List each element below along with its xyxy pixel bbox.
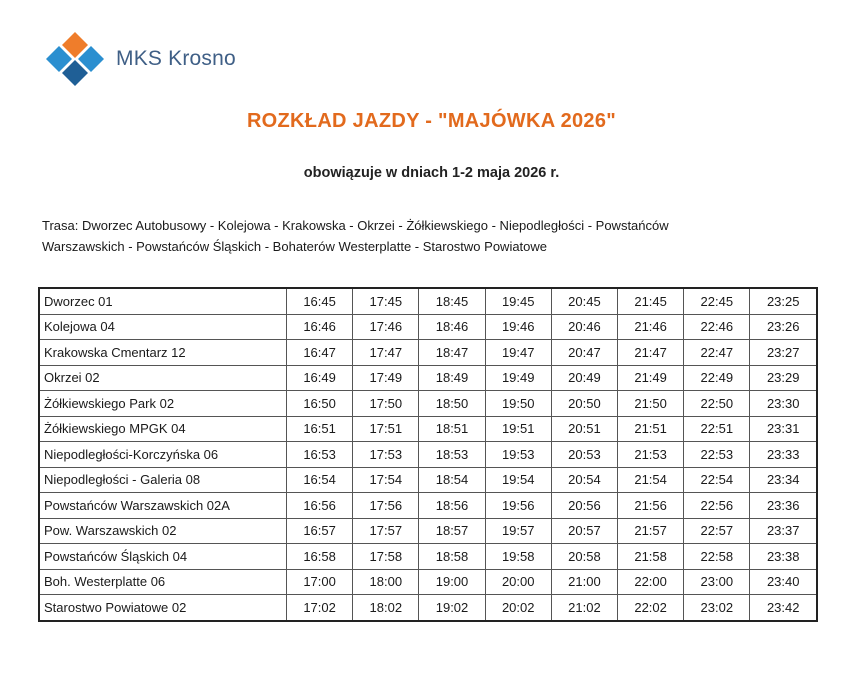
stop-name-cell: Okrzei 02 (39, 365, 287, 391)
departure-time-cell: 23:42 (750, 595, 817, 621)
stop-name-cell: Żółkiewskiego MPGK 04 (39, 416, 287, 442)
departure-time-cell: 20:58 (551, 544, 617, 570)
departure-time-cell: 19:57 (485, 518, 551, 544)
stop-name-cell: Starostwo Powiatowe 02 (39, 595, 287, 621)
departure-time-cell: 17:49 (353, 365, 419, 391)
departure-time-cell: 20:00 (485, 569, 551, 595)
table-row (39, 391, 817, 417)
departure-time-cell: 19:49 (485, 365, 551, 391)
departure-time-cell: 23:00 (684, 569, 750, 595)
table-row (39, 544, 817, 570)
departure-time-cell: 22:47 (684, 340, 750, 366)
departure-time-cell: 17:50 (353, 391, 419, 417)
departure-time-cell: 23:31 (750, 416, 817, 442)
departure-time-cell: 18:50 (419, 391, 485, 417)
route-description (42, 215, 802, 257)
departure-time-cell: 17:47 (353, 340, 419, 366)
stop-name-cell: Powstańców Śląskich 04 (39, 544, 287, 570)
departure-time-cell: 23:25 (750, 288, 817, 314)
departure-time-cell: 21:02 (551, 595, 617, 621)
departure-time-cell: 21:51 (618, 416, 684, 442)
departure-time-cell: 16:50 (287, 391, 353, 417)
departure-time-cell: 19:58 (485, 544, 551, 570)
validity-subtitle: obowiązuje w dniach 1-2 maja 2026 r. (303, 165, 560, 181)
departure-time-cell: 18:02 (353, 595, 419, 621)
departure-time-cell: 18:46 (419, 314, 485, 340)
departure-time-cell: 17:00 (287, 569, 353, 595)
mks-logo-icon (44, 30, 106, 88)
logo-text: MKS Krosno (116, 47, 236, 70)
departure-time-cell: 23:26 (750, 314, 817, 340)
departure-time-cell: 23:34 (750, 467, 817, 493)
departure-time-cell: 22:45 (684, 288, 750, 314)
departure-time-cell: 18:51 (419, 416, 485, 442)
departure-time-cell: 22:56 (684, 493, 750, 519)
table-row (39, 493, 817, 519)
departure-time-cell: 20:02 (485, 595, 551, 621)
departure-time-cell: 16:53 (287, 442, 353, 468)
departure-time-cell: 20:45 (551, 288, 617, 314)
departure-time-cell: 18:57 (419, 518, 485, 544)
departure-time-cell: 22:58 (684, 544, 750, 570)
table-row (39, 595, 817, 621)
departure-time-cell: 20:54 (551, 467, 617, 493)
departure-time-cell: 20:47 (551, 340, 617, 366)
departure-time-cell: 16:56 (287, 493, 353, 519)
timetable (38, 287, 818, 622)
departure-time-cell: 21:49 (618, 365, 684, 391)
departure-time-cell: 16:54 (287, 467, 353, 493)
stop-name-cell: Żółkiewskiego Park 02 (39, 391, 287, 417)
timetable-body (39, 288, 817, 621)
departure-time-cell: 19:46 (485, 314, 551, 340)
table-row (39, 288, 817, 314)
page-title: ROZKŁAD JAZDY - "MAJÓWKA 2026" (246, 110, 617, 132)
departure-time-cell: 20:57 (551, 518, 617, 544)
departure-time-cell: 16:47 (287, 340, 353, 366)
departure-time-cell: 18:53 (419, 442, 485, 468)
departure-time-cell: 17:54 (353, 467, 419, 493)
departure-time-cell: 20:50 (551, 391, 617, 417)
departure-time-cell: 19:47 (485, 340, 551, 366)
stop-name-cell: Krakowska Cmentarz 12 (39, 340, 287, 366)
departure-time-cell: 23:33 (750, 442, 817, 468)
table-row (39, 518, 817, 544)
departure-time-cell: 22:53 (684, 442, 750, 468)
stop-name-cell: Kolejowa 04 (39, 314, 287, 340)
departure-time-cell: 19:50 (485, 391, 551, 417)
departure-time-cell: 19:53 (485, 442, 551, 468)
departure-time-cell: 17:02 (287, 595, 353, 621)
route-line-2: Warszawskich - Powstańców Śląskich - Bohaterów Westerplatte - Starostwo Powiatowe (42, 239, 548, 254)
departure-time-cell: 20:53 (551, 442, 617, 468)
stop-name-cell: Pow. Warszawskich 02 (39, 518, 287, 544)
departure-time-cell: 21:54 (618, 467, 684, 493)
departure-time-cell: 17:46 (353, 314, 419, 340)
logo (44, 30, 236, 88)
departure-time-cell: 22:50 (684, 391, 750, 417)
departure-time-cell: 23:02 (684, 595, 750, 621)
departure-time-cell: 23:38 (750, 544, 817, 570)
departure-time-cell: 23:29 (750, 365, 817, 391)
stop-name-cell: Niepodległości - Galeria 08 (39, 467, 287, 493)
departure-time-cell: 19:54 (485, 467, 551, 493)
departure-time-cell: 21:46 (618, 314, 684, 340)
departure-time-cell: 21:50 (618, 391, 684, 417)
departure-time-cell: 23:36 (750, 493, 817, 519)
departure-time-cell: 22:54 (684, 467, 750, 493)
departure-time-cell: 22:57 (684, 518, 750, 544)
departure-time-cell: 17:53 (353, 442, 419, 468)
departure-time-cell: 20:46 (551, 314, 617, 340)
departure-time-cell: 23:30 (750, 391, 817, 417)
departure-time-cell: 21:47 (618, 340, 684, 366)
departure-time-cell: 18:58 (419, 544, 485, 570)
departure-time-cell: 21:56 (618, 493, 684, 519)
departure-time-cell: 19:02 (419, 595, 485, 621)
departure-time-cell: 18:47 (419, 340, 485, 366)
table-row (39, 365, 817, 391)
departure-time-cell: 17:58 (353, 544, 419, 570)
departure-time-cell: 17:45 (353, 288, 419, 314)
table-row (39, 416, 817, 442)
departure-time-cell: 22:51 (684, 416, 750, 442)
route-line-1: Trasa: Dworzec Autobusowy - Kolejowa - Krakowska - Okrzei - Żółkiewskiego - Niepodległości - Powstańców (42, 218, 669, 233)
departure-time-cell: 16:49 (287, 365, 353, 391)
departure-time-cell: 16:45 (287, 288, 353, 314)
departure-time-cell: 16:58 (287, 544, 353, 570)
departure-time-cell: 20:56 (551, 493, 617, 519)
departure-time-cell: 17:56 (353, 493, 419, 519)
stop-name-cell: Powstańców Warszawskich 02A (39, 493, 287, 519)
departure-time-cell: 16:46 (287, 314, 353, 340)
departure-time-cell: 21:58 (618, 544, 684, 570)
table-row (39, 569, 817, 595)
departure-time-cell: 21:00 (551, 569, 617, 595)
departure-time-cell: 18:00 (353, 569, 419, 595)
stop-name-cell: Boh. Westerplatte 06 (39, 569, 287, 595)
departure-time-cell: 19:56 (485, 493, 551, 519)
departure-time-cell: 21:53 (618, 442, 684, 468)
departure-time-cell: 19:00 (419, 569, 485, 595)
departure-time-cell: 22:49 (684, 365, 750, 391)
departure-time-cell: 23:27 (750, 340, 817, 366)
departure-time-cell: 20:49 (551, 365, 617, 391)
departure-time-cell: 22:02 (618, 595, 684, 621)
table-row (39, 340, 817, 366)
table-row (39, 314, 817, 340)
table-row (39, 442, 817, 468)
departure-time-cell: 22:00 (618, 569, 684, 595)
table-row (39, 467, 817, 493)
departure-time-cell: 21:57 (618, 518, 684, 544)
departure-time-cell: 18:45 (419, 288, 485, 314)
stop-name-cell: Niepodległości-Korczyńska 06 (39, 442, 287, 468)
departure-time-cell: 18:54 (419, 467, 485, 493)
departure-time-cell: 19:51 (485, 416, 551, 442)
departure-time-cell: 21:45 (618, 288, 684, 314)
departure-time-cell: 16:57 (287, 518, 353, 544)
departure-time-cell: 18:56 (419, 493, 485, 519)
departure-time-cell: 23:37 (750, 518, 817, 544)
departure-time-cell: 19:45 (485, 288, 551, 314)
departure-time-cell: 22:46 (684, 314, 750, 340)
departure-time-cell: 18:49 (419, 365, 485, 391)
departure-time-cell: 17:51 (353, 416, 419, 442)
departure-time-cell: 20:51 (551, 416, 617, 442)
stop-name-cell: Dworzec 01 (39, 288, 287, 314)
departure-time-cell: 16:51 (287, 416, 353, 442)
departure-time-cell: 23:40 (750, 569, 817, 595)
departure-time-cell: 17:57 (353, 518, 419, 544)
